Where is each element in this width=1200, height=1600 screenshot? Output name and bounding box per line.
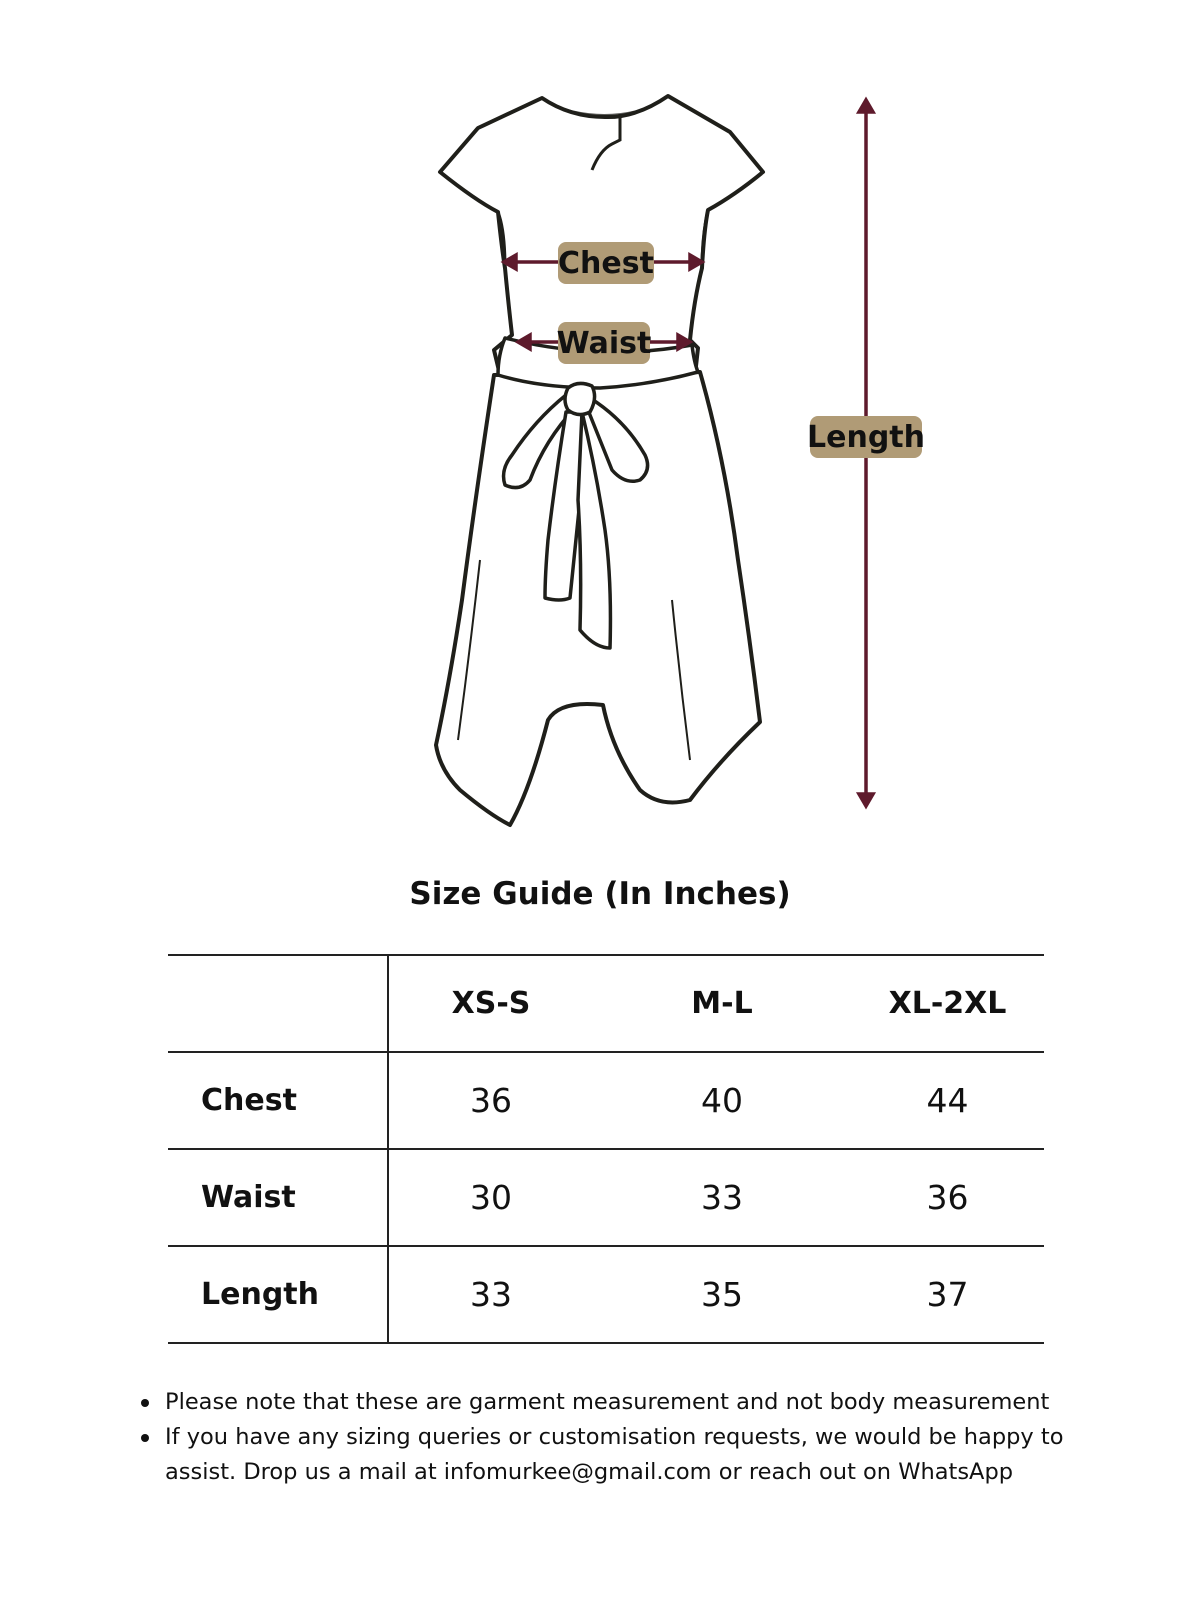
column-header-xl-2xl: XL-2XL — [851, 955, 1044, 1052]
table-row — [168, 1149, 1044, 1246]
size-table — [168, 954, 1044, 1344]
table-header-row — [168, 955, 1044, 1052]
row-label-chest: Chest — [168, 1052, 388, 1149]
tie-knot — [565, 383, 595, 414]
table-cell: 33 — [593, 1149, 851, 1246]
length-label: Length — [807, 420, 925, 455]
size-guide-title: Size Guide (In Inches) — [409, 876, 791, 912]
table-cell: 40 — [593, 1052, 851, 1149]
table-cell: 37 — [851, 1246, 1044, 1343]
column-header-m-l: M-L — [593, 955, 851, 1052]
table-cell: 30 — [388, 1149, 593, 1246]
bullet-icon — [141, 1434, 149, 1442]
table-row — [168, 1052, 1044, 1149]
note-text: If you have any sizing queries or customisation requests, we would be happy to assist. Drop us a mail at infomurkee@gmail.com or reach out on WhatsApp — [165, 1424, 1064, 1485]
table-cell: 33 — [388, 1246, 593, 1343]
bullet-icon — [141, 1399, 149, 1407]
note-text: Please note that these are garment measurement and not body measurement — [165, 1389, 1050, 1415]
waist-label: Waist — [556, 326, 652, 361]
table-cell: 36 — [851, 1149, 1044, 1246]
row-label-waist: Waist — [168, 1149, 388, 1246]
chest-label: Chest — [558, 246, 654, 281]
table-corner-cell — [168, 955, 388, 1052]
row-label-length: Length — [168, 1246, 388, 1343]
list-item — [137, 1385, 1097, 1420]
list-item — [137, 1420, 1097, 1490]
table-cell: 36 — [388, 1052, 593, 1149]
column-header-xs-s: XS-S — [388, 955, 593, 1052]
table-row — [168, 1246, 1044, 1343]
notes-list — [137, 1385, 1097, 1490]
table-cell: 35 — [593, 1246, 851, 1343]
table-cell: 44 — [851, 1052, 1044, 1149]
